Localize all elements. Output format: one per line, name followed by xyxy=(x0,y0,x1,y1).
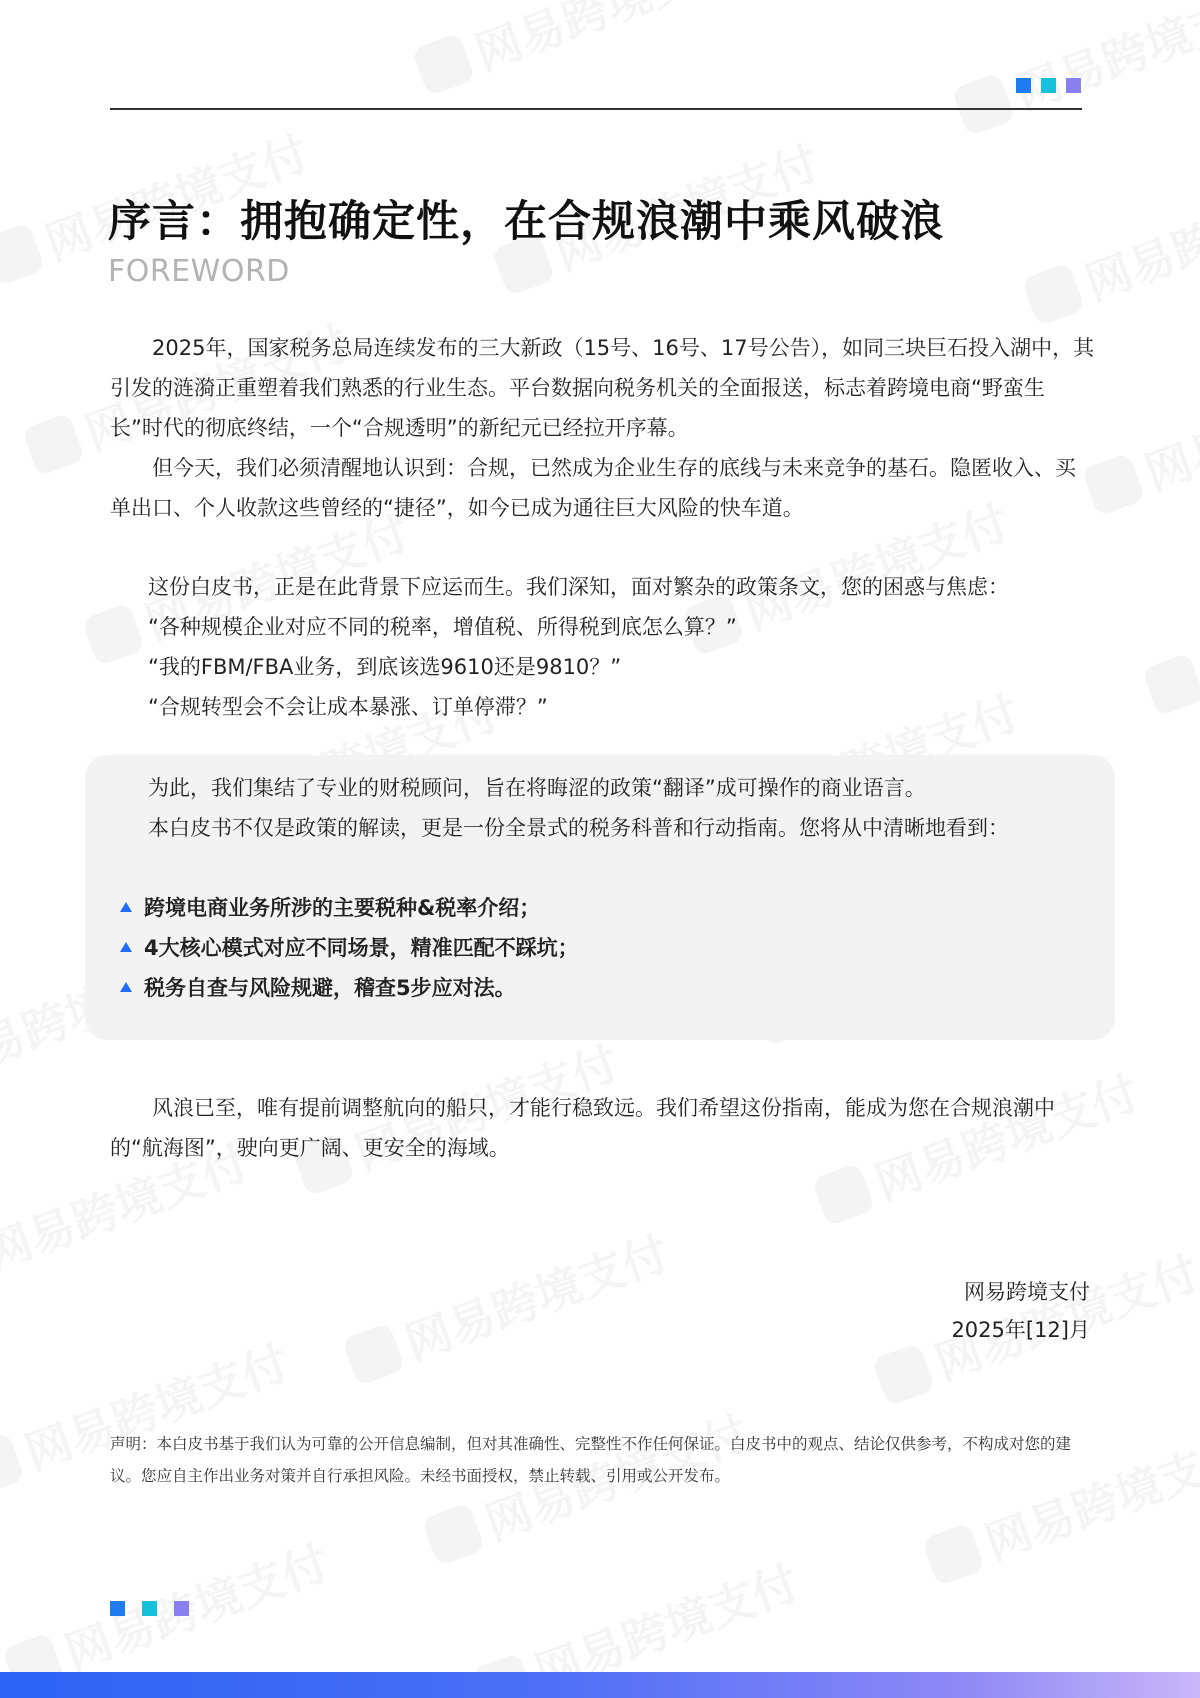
bullet-text: 税务自查与风险规避，稽查5步应对法。 xyxy=(144,976,516,1000)
header-divider xyxy=(110,108,1082,110)
disclaimer: 声明：本白皮书基于我们认为可靠的公开信息编制，但对其准确性、完整性不作任何保证。白皮书中的观点、结论仅供参考，不构成对您的建议。您应自主作出业务对策并自行承担风险。未经书面授权，禁止转载、引用或公开发布。 xyxy=(110,1435,1072,1485)
bullet-item xyxy=(120,932,579,962)
watermark-logo-icon xyxy=(0,1432,26,1496)
question-line: “各种规模企业对应不同的税率，增值税、所得税到底怎么算？” xyxy=(148,615,737,639)
question-line: “我的FBM/FBA业务，到底该选9610还是9810？” xyxy=(148,655,622,679)
page-subtitle: FOREWORD xyxy=(108,254,290,289)
watermark-logo-icon xyxy=(0,222,46,286)
box-line: 为此，我们集结了专业的财税顾问，旨在将晦涩的政策“翻译”成可操作的商业语言。 xyxy=(148,776,926,800)
watermark-logo-icon xyxy=(421,1502,485,1566)
footer-square-decoration xyxy=(110,1601,189,1616)
watermark-logo-icon xyxy=(921,1522,985,1586)
square-purple-icon xyxy=(1066,78,1081,93)
watermark-logo-icon xyxy=(21,412,85,476)
watermark-logo-icon xyxy=(811,1162,875,1226)
watermark xyxy=(949,0,1200,144)
paragraph-closing: 风浪已至，唯有提前调整航向的船只，才能行稳致远。我们希望这份指南，能成为您在合规浪潮中的“航海图”，驶向更广阔、更安全的海域。 xyxy=(110,1096,1055,1160)
watermark xyxy=(1139,547,1200,724)
watermark-logo-icon xyxy=(411,32,475,96)
bullet-text: 4大核心模式对应不同场景，精准匹配不踩坑； xyxy=(144,936,579,960)
watermark-text xyxy=(1195,547,1200,703)
watermark-logo-icon xyxy=(871,1342,935,1406)
paragraph-compliance: 但今天，我们必须清醒地认识到：合规，已然成为企业生存的底线与未来竞争的基石。隐匿收入、买单出口、个人收款这些曾经的“捷径”，如今已成为通往巨大风险的快车道。 xyxy=(110,456,1076,520)
watermark-logo-icon xyxy=(341,1322,405,1386)
watermark-logo-icon xyxy=(1021,262,1085,326)
watermark xyxy=(409,0,747,104)
triangle-bullet-icon xyxy=(120,942,132,952)
question-line: “合规转型会不会让成本暴涨、订单停滞？” xyxy=(148,695,548,719)
square-purple-icon xyxy=(174,1601,189,1616)
triangle-bullet-icon xyxy=(120,902,132,912)
triangle-bullet-icon xyxy=(120,982,132,992)
intro-line: 这份白皮书，正是在此背景下应运而生。我们深知，面对繁杂的政策条文，您的困惑与焦虑： xyxy=(148,575,1009,599)
watermark-text xyxy=(1135,347,1200,503)
square-blue-icon xyxy=(1016,78,1031,93)
watermark-text xyxy=(465,0,747,83)
square-cyan-icon xyxy=(142,1601,157,1616)
watermark-logo-icon xyxy=(1141,652,1200,716)
watermark-text xyxy=(55,1527,337,1683)
bullet-item xyxy=(120,972,516,1002)
watermark xyxy=(339,1217,677,1394)
square-cyan-icon xyxy=(1041,78,1056,93)
footer-gradient-bar xyxy=(0,1672,1200,1698)
watermark-logo-icon xyxy=(81,602,145,666)
header-square-decoration xyxy=(1016,78,1081,93)
watermark-text xyxy=(1005,0,1200,123)
watermark xyxy=(1019,157,1200,334)
paragraph-policy-intro: 2025年，国家税务总局连续发布的三大新政（15号、16号、17号公告），如同三块巨石投入湖中，其引发的涟漪正重塑着我们熟悉的行业生态。平台数据向税务机关的全面报送，标志着跨境电商“野蛮生长”时代的彻底终结，一个“合规透明”的新纪元已经拉开序幕。 xyxy=(110,336,1095,440)
watermark-text xyxy=(1075,157,1200,313)
square-blue-icon xyxy=(110,1601,125,1616)
signature-date: 2025年[12]月 xyxy=(951,1318,1090,1342)
bullet-item xyxy=(120,892,540,922)
signature-org: 网易跨境支付 xyxy=(964,1280,1090,1304)
box-line: 本白皮书不仅是政策的解读，更是一份全景式的税务科普和行动指南。您将从中清晰地看到： xyxy=(148,816,1009,840)
watermark-logo-icon xyxy=(951,72,1015,136)
watermark-text xyxy=(395,1217,677,1373)
watermark xyxy=(1079,347,1200,524)
page-title: 序言：拥抱确定性，在合规浪潮中乘风破浪 xyxy=(108,197,944,247)
bullet-text: 跨境电商业务所涉的主要税种&税率介绍； xyxy=(144,896,541,920)
